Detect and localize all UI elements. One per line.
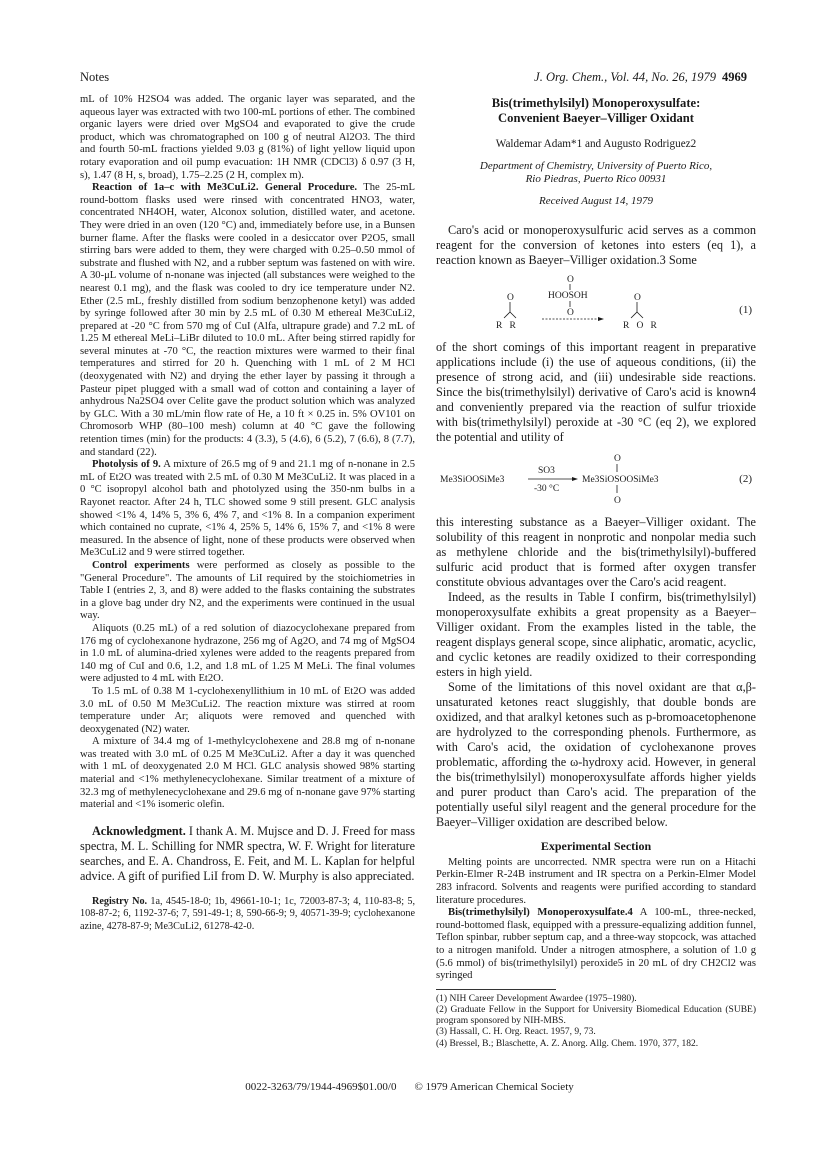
footnote-divider — [436, 989, 556, 990]
reaction-arrowhead — [598, 317, 604, 321]
affiliation — [436, 160, 756, 186]
reagent-formula: HOOSOH — [548, 291, 588, 302]
paragraph-limitations: Some of the limitations of this novel oxidant are that α,β-unsaturated ketones react sluggishly, that double bonds are oxidized, and that aralkyl ketones such as p-bromoacetophenone are hydrolyzed to the corresponding phenols. Furthermore, as with Caro's acid, the oxidation of cyclohexanone proves problematic, affording the ω-hydroxy acid. However, in general the bis(trimethylsilyl) monoperoxysulfate affords higher yields and purer product than Caro's acid. The preparation of the potentially useful silyl reagent and the general procedure for the Baeyer–Villiger oxidation are described below. — [436, 680, 756, 830]
footnote: (3) Hassall, C. H. Org. React. 1957, 9, 73. — [436, 1027, 596, 1038]
equation-2 — [436, 451, 756, 509]
header-journal-citation — [534, 70, 747, 85]
footnotes — [436, 994, 756, 1050]
paragraph-cyclohexenyllithium: To 1.5 mL of 0.38 M 1-cyclohexenyllithium in 10 mL of Et2O was added 3.0 mL of 0.50 M Me3CuLi2. The reaction mixture was stirred at room temperature under Ar; aliquots were removed and quenched with deoxygenated (N2) water. — [80, 685, 415, 735]
paragraph-workup: mL of 10% H2SO4 was added. The organic layer was separated, and the aqueous layer was extracted with two 100-mL portions of ether. The combined organic layers were dried over MgSO4 and evaporated to give the crude product, which was chromatographed on 100 g of neutral Al2O3. The third and fourth 50-mL fractions yielded 9.03 g (81%) of light yellow liquid upon rotary evaporation and oil pump evacuation: 1H NMR (CDCl3) δ 0.97 (3 H, s), 1.47 (8 H, s, broad), 1.75–2.25 (2 H, complex m). — [80, 94, 415, 181]
reagent-top-oxygen: O — [567, 275, 574, 286]
title-line: Convenient Baeyer–Villiger Oxidant — [498, 111, 694, 125]
acknowledgment — [80, 824, 415, 884]
product-formula: Me3SiOSOOSiMe3 — [582, 475, 659, 486]
paragraph-shortcomings: of the short comings of this important reagent in preparative applications include (i) the use of aqueous conditions, (ii) the presence of strong acid, and (iii) undesirable side reactions. Since the bis(trimethylsilyl) derivative of Caro's acid is known4 and conveniently prepared via the reaction of sulfur trioxide with bis(trimethylsilyl) peroxide at -30 °C (eq 2), we explored the potential and utility of — [436, 340, 756, 445]
affiliation-line: Rio Piedras, Puerto Rico 00931 — [525, 172, 667, 185]
footnote: (1) NIH Career Development Awardee (1975–1980). — [436, 993, 637, 1004]
equation-number: (1) — [739, 304, 752, 317]
page-footer — [0, 1081, 819, 1093]
ester-oxygen: O — [634, 293, 641, 304]
paragraph-photolysis — [80, 459, 415, 560]
page-number: 4969 — [722, 70, 747, 84]
paragraph-general-procedure — [80, 182, 415, 459]
paragraph-text: A 100-mL, three-necked, round-bottomed flask, equipped with a pressure-equalizing addition funnel, Teflon spinbar, rubber septum cap, and a three-way stopcock, was attached to a nitrogen manifold. Under a nitrogen atmosphere, a solution of 1.0 g (5.6 mmol) of bis(trimethylsilyl) peroxide5 in 20 mL of dry CH2Cl2 was syringed — [436, 907, 756, 982]
paragraph-methylcyclohexene: A mixture of 34.4 mg of 1-methylcyclohexene and 28.8 mg of n-nonane was treated with 3.0 mL of 0.25 M Me3CuLi2. After a day it was quenched with 1 mL of deoxygenated 2.0 M HCl. GLC analysis showed 98% starting material and <1% methylenecyclohexane. Similar treatment of a mixture of 32.3 mg of methylenecyclohexane and 29.6 mg of n-nonane gave 97% starting material and <1% isomeric olefin. — [80, 736, 415, 811]
run-in-heading: Control experiments — [92, 559, 190, 571]
received-date: Received August 14, 1979 — [538, 194, 654, 207]
equation-1 — [436, 270, 756, 336]
footnote: (2) Graduate Fellow in the Support for University Biomedical Education (SUBE) program sponsored by NIH-MBS. — [436, 1004, 756, 1027]
run-in-heading: Registry No. — [92, 895, 148, 907]
paragraph-experimental: Melting points are uncorrected. NMR spectra were run on a Hitachi Perkin-Elmer R-24B instrument and IR spectra on a Perkin-Elmer Model 283 infracord. Solvents and reagents were purified according to standard literature procedures. — [436, 856, 756, 906]
equation-1-scheme — [436, 270, 756, 336]
ketone-oxygen: O — [507, 293, 514, 304]
run-in-heading: Reaction of 1a–c with Me3CuLi2. General Procedure. — [92, 182, 358, 194]
footnote: (4) Bressel, B.; Blaschette, A. Z. Anorg. Allg. Chem. 1970, 377, 182. — [436, 1038, 699, 1049]
paragraph-text: A mixture of 26.5 mg of 9 and 21.1 mg of n-nonane in 2.5 mL of Et2O was treated with 2.5 mL of 0.30 M Me3CuLi2. It was placed in a 0 °C isopropyl alcohol bath and photolyzed using the 350-nm bulbs in a Rayonet reactor. After 24 h, TLC showed some 9 still present. GLC analysis showed <1% 4, 14% 5, 3% 6, 4% 7, and <1% 8. In a companion experiment which contained no cuprate, <1% 4, 25% 5, 14% 6, 15% 7, and <1% 8 were measured. In the absence of light, none of these products were observed when Me3CuLi2 and 9 were stirred together. — [80, 459, 415, 559]
ester-substituents: R O R — [623, 321, 657, 332]
reagent-bottom-oxygen: O — [567, 308, 574, 319]
equation-2-scheme — [436, 451, 756, 509]
reagent-so3: SO3 — [538, 466, 555, 477]
authors: Waldemar Adam*1 and Augusto Rodriguez2 — [495, 138, 697, 150]
article-code: 0022-3263/79/1944-4969$01.00/0 — [245, 1081, 397, 1093]
paragraph-text: 1a, 4545-18-0; 1b, 49661-10-1; 1c, 72003-87-3; 4, 110-83-8; 5, 108-87-2; 6, 1192-37-6; 7, 591-49-1; 8, 590-66-9; 9, 40571-39-9; cyclohexanone azine, 4278-87-9; Me3CuLi2, 61278-42-0. — [80, 895, 415, 932]
paragraph-results: Indeed, as the results in Table I confirm, bis(trimethylsilyl) monoperoxysulfate exhibits a great propensity as a Baeyer–Villiger oxidant. From the examples listed in the table, the reagent displays general scope, since aliphatic, aromatic, acyclic, and cyclic ketones are readily oxidized to their corresponding esters in high yield. — [436, 590, 756, 680]
article-title — [436, 96, 756, 126]
header-section-label: Notes — [80, 70, 110, 84]
paragraph-text: were performed as closely as possible to the "General Procedure". The amounts of LiI required by the stoichiometries in Table I (entries 2, 3, and 8) were added to the flasks containing the substrates in a glove bag under dry N2, and the experiments were continued in the usual way. — [80, 559, 416, 622]
section-heading: Experimental Section — [540, 839, 652, 854]
reaction-arrowhead — [572, 477, 578, 481]
registry-numbers — [80, 896, 415, 933]
reaction-temperature: -30 °C — [534, 484, 560, 495]
right-column — [436, 94, 756, 1050]
paragraph-text: The 25-mL round-bottom flasks used were rinsed with concentrated HNO3, water, concentrated NH4OH, water, Alconox solution, distilled water, and acetone. They were dried in an oven (120 °C) and, immediately before use, in a Bunsen burner flame. After the flasks were cooled in a desiccator over P2O5, small stirring bars were added to them, they were charged with 0.25–0.50 mmol of substrate and flushed with N2, and a rubber septum was fastened on with wire. A 30-μL volume of n-nonane was injected (all substances were weighed to the nearest 0.1 mg), and the flask was cooled to dry ice temperature under N2. Ether (2.5 mL, freshly distilled from sodium benzophenone ketyl) was added by syringe followed after 30 min by 2.5 mL of 0.30 M ethereal Me3CuLi2, prepared at -20 °C from 570 mg of CuI (Alfa, ultrapure grade) and 7.2 mL of 1.25 M ethereal MeLi–LiBr diluted to 10.0 mL. After being stirred rapidly for several minutes at -70 °C, the reaction mixtures were warmed to their final temperatures and stirred for 20 h. Quenching with 1 mL of 2 M HCl (deoxygenated with N2) and drying the ether layer by passing it through a Pasteur pipet plugged with a small wad of cotton and containing a layer of anhydrous Na2SO4 over Celite gave the product solution which was analyzed by GLC. With a 30 mL/min flow rate of He, a 10 ft × 0.25 in. 5% OV101 on Chromosorb WHP (80–100 mesh) column at 40 °C gave the following retention times (min) for the products: 4 (3.3), 5 (4.6), 6 (5.2), 7 (6.6), 8 (7.7), and standard (22). — [80, 182, 415, 458]
paragraph-text: I thank A. M. Mujsce and D. J. Freed for mass spectra, M. L. Schilling for NMR spectra, W. F. Wright for literature searches, and E. A. Chandross, E. Feit, and M. L. Kaplan for helpful advice. A gift of purified LiI from D. W. Murphy is also appreciated. — [80, 823, 415, 883]
product-top-oxygen: O — [614, 454, 621, 465]
affiliation-line: Department of Chemistry, University of Puerto Rico, — [479, 159, 713, 172]
left-column — [80, 94, 415, 933]
paragraph-intro: Caro's acid or monoperoxysulfuric acid serves as a common reagent for the conversion of ketones into esters (eq 1), a reaction known as Baeyer–Villiger oxidation.3 Some — [436, 223, 756, 268]
equation-number: (2) — [739, 473, 752, 486]
paragraph-solubility: this interesting substance as a Baeyer–Villiger oxidant. The solubility of this reagent in nonprotic and nonpolar media such as methylene chloride and the bis(trimethylsilyl)-buffered sulfuric acid product that is formed after oxygen transfer constitute obvious advantages over the Caro's acid reagent. — [436, 515, 756, 590]
paragraph-aliquots: Aliquots (0.25 mL) of a red solution of diazocyclohexane prepared from 176 mg of cyclohexanone hydrazone, 256 mg of Ag2O, and 74 mg of MgSO4 in 1.0 mL of alumina-dried xylenes were added to the reagents prepared from 140 mg of CuI and 0.6, 1.2, and 1.8 mL of 1.25 M MeLi. The final volumes were adjusted to 4 mL with Et2O. — [80, 622, 415, 685]
run-in-heading: Acknowledgment. — [92, 823, 186, 838]
run-in-heading: Photolysis of 9. — [92, 459, 161, 471]
reactant-formula: Me3SiOOSiMe3 — [440, 475, 505, 486]
ketone-substituents: R R — [496, 321, 516, 332]
journal-name: J. Org. Chem., Vol. 44, No. 26, 1979 — [534, 70, 716, 84]
paragraph-control-experiments — [80, 560, 415, 623]
product-bottom-oxygen: O — [614, 496, 621, 507]
title-line: Bis(trimethylsilyl) Monoperoxysulfate: — [491, 96, 701, 110]
copyright: © 1979 American Chemical Society — [414, 1081, 574, 1093]
paragraph-preparation — [436, 907, 756, 983]
run-in-heading: Bis(trimethylsilyl) Monoperoxysulfate.4 — [448, 907, 633, 919]
